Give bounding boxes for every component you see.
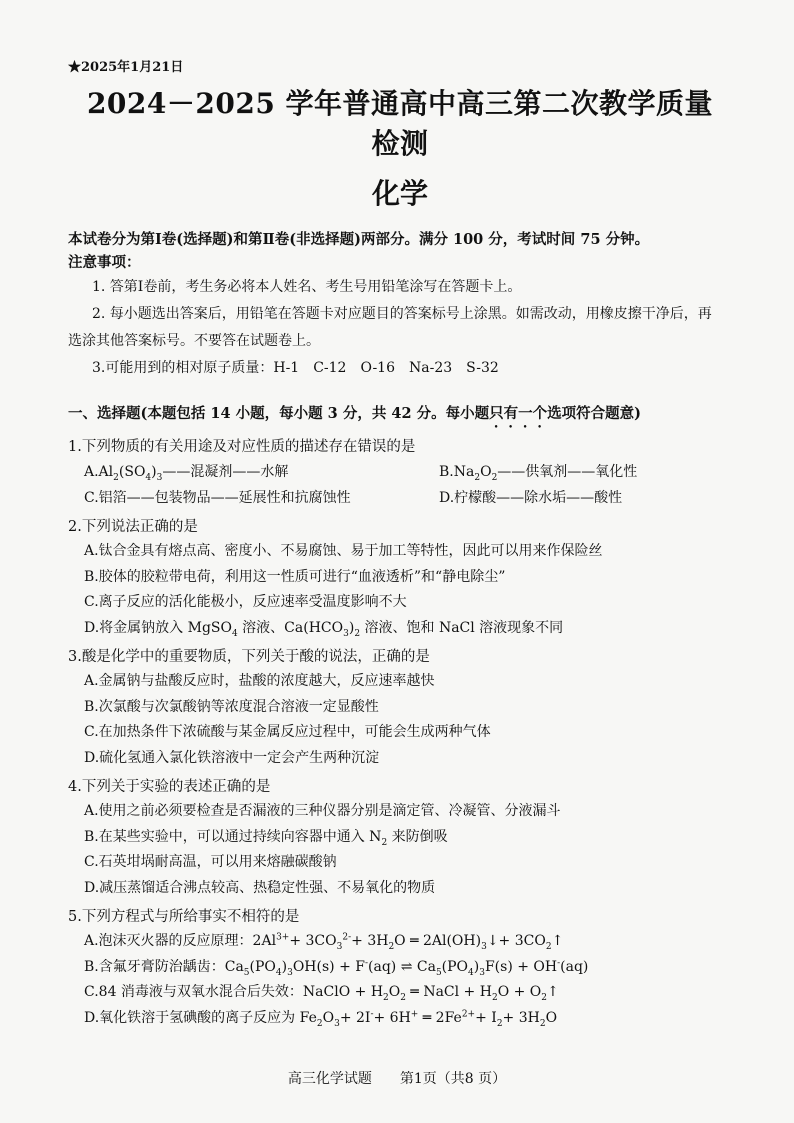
option: B.在某些实验中，可以通过持续向容器中通入 $N_2$ 来防倒吸 [84,828,448,848]
question-stem: 5.下列方程式与所给事实不相符的是 [68,909,300,925]
option: B.次氯酸与次氯酸钠等浓度混合溶液一定显酸性 [84,698,379,715]
option-row [76,459,724,485]
exam-title: 2024－2025 学年普通高中高三第二次教学质量检测 [86,87,714,160]
option: C.铝箔——包装物品——延展性和抗腐蚀性 [84,490,351,506]
exam-subject: 化学 [371,177,428,210]
option-row [76,485,724,511]
exam-intro: 本试卷分为第Ⅰ卷(选择题)和第Ⅱ卷(非选择题)两部分。满分 100 分，考试时间 75 分钟。 [68,231,650,248]
option: D.柠檬酸——除水垢——酸性 [439,490,623,506]
section-heading-prefix: 一、选择题(本题包括 14 小题，每小题 3 分，共 42 分。每小题 [68,405,490,422]
option: A.金属钠与盐酸反应时，盐酸的浓度越大，反应速率越快 [84,673,435,689]
section-heading [68,402,724,431]
option: C.84 消毒液与双氧水混合后失效：NaClO + $H_2O_2$ ═ NaCl + $H_2O$ + $O_2↑$ [84,984,559,1003]
question-stem: 4.下列关于实验的表述正确的是 [68,779,271,795]
note-item: 1. 答第Ⅰ卷前，考生务必将本人姓名、考生号用铅笔涂写在答题卡上。 [92,279,522,295]
exam-date: ★2025年1月21日 [68,60,184,75]
option: D.氧化铁溶于氢碘酸的离子反应为 $Fe_2O_3+ 2I^-+ 6H^+$ ═ $2Fe^{2+}+ I_2+ 3H_2O$ [84,1008,558,1029]
question-stem: 3.酸是化学中的重要物质，下列关于酸的说法，正确的是 [68,649,430,665]
question-stem: 1.下列物质的有关用途及对应性质的描述存在错误的是 [68,439,416,455]
option: D.硫化氢通入氯化铁溶液中一定会产生两种沉淀 [84,749,380,766]
note-item: 3.可能用到的相对原子质量：H-1 C-12 O-16 Na-23 S-32 [92,360,499,376]
option: D.减压蒸馏适合沸点较高、热稳定性强、不易氧化的物质 [84,879,436,896]
question-stem: 2.下列说法正确的是 [68,519,198,535]
option: C.石英坩埚耐高温，可以用来熔融碳酸钠 [84,854,337,870]
option: B.胶体的胶粒带电荷，利用这一性质可进行“血液透析”和“静电除尘” [84,568,506,585]
page-footer: 高三化学试题 第1页（共8 页） [287,1071,507,1087]
section-heading-suffix: 选项符合题意) [547,405,641,422]
option: $B.Na_2O_2——$供氧剂——氧化性 [439,464,638,483]
option: A.钛合金具有熔点高、密度小、不易腐蚀、易于加工等特性，因此可以用来作保险丝 [84,543,603,559]
option: A.使用之前必须要检查是否漏液的三种仪器分别是滴定管、冷凝管、分液漏斗 [84,803,561,819]
option: D.将金属钠放入 MgSO$_4$ 溶液、$Ca(HCO_3)_2$ 溶液、饱和 NaCl 溶液现象不同 [84,619,564,639]
notes-heading: 注意事项： [68,254,141,271]
option: C.离子反应的活化能极小，反应速率受温度影响不大 [84,594,407,610]
option: A.泡沫灭火器的反应原理：$2Al^{3+}+ 3CO_3^{2-}+ 3H_2O$ ═ $2Al(OH)_3↓+$ $3CO_2↑$ [84,932,564,952]
option: $A.Al_2(SO_4)_3——$混凝剂——水解 [84,464,289,483]
note-item: 2. 每小题选出答案后，用铅笔在答题卡对应题目的答案标号上涂黑。如需改动，用橡皮擦干净后，再选涂其他答案标号。不要答在试题卷上。 [68,306,712,349]
option: C.在加热条件下浓硫酸与某金属反应过程中，可能会生成两种气体 [84,724,491,740]
section-heading-emphasis: 只有一个 [489,405,548,422]
option: B.含氟牙膏防治龋齿：$Ca_5(PO_4)_3OH(s) + F^-(aq)$ ⇌ $Ca_5(PO_4)_3F(s) + OH^-(aq)$ [84,957,589,978]
